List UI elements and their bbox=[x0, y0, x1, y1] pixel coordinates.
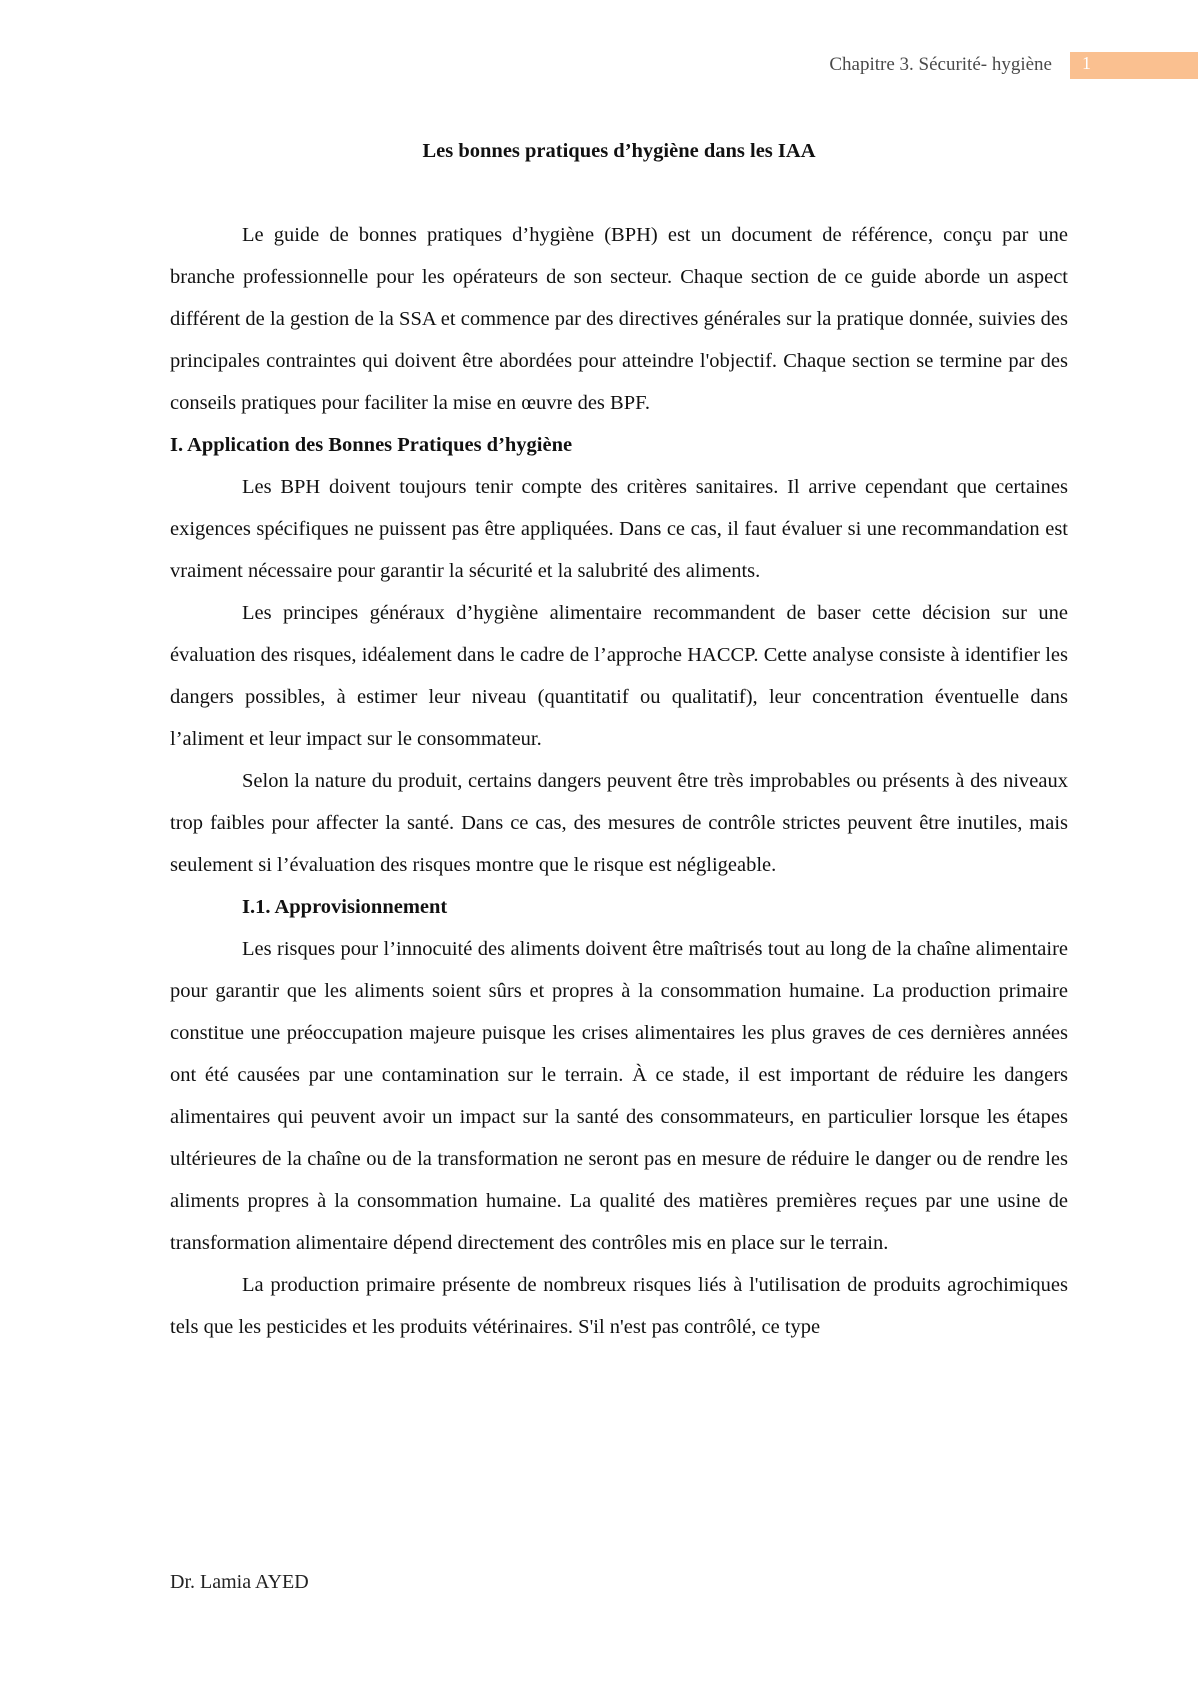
section1-1-paragraph-2: La production primaire présente de nombreux risques liés à l'utilisation de produits agrochimiques tels que les pesticides et les produits vétérinaires. S'il n'est pas contrôlé, ce type bbox=[170, 1274, 1068, 1338]
section1-paragraph-1: Les BPH doivent toujours tenir compte des critères sanitaires. Il arrive cependant que certaines exigences spécifiques ne puissent pas être appliquées. Dans ce cas, il faut évaluer si une recommandation est vraiment nécessaire pour garantir la sécurité et la salubrité des aliments. bbox=[170, 476, 1068, 582]
section-heading-1: I. Application des Bonnes Pratiques d’hygiène bbox=[170, 434, 573, 456]
section1-paragraph-2: Les principes généraux d’hygiène alimentaire recommandent de baser cette décision sur une évaluation des risques, idéalement dans le cadre de l’approche HACCP. Cette analyse consiste à identifier les dangers possibles, à estimer leur niveau (quantitatif ou qualitatif), leur concentration éventuelle dans l’aliment et leur impact sur le consommateur. bbox=[170, 602, 1068, 750]
page-footer-author: Dr. Lamia AYED bbox=[170, 1571, 309, 1593]
intro-paragraph: Le guide de bonnes pratiques d’hygiène (BPH) est un document de référence, conçu par une branche professionnelle pour les opérateurs de son secteur. Chaque section de ce guide aborde un aspect différent de la gestion de la SSA et commence par des directives générales sur la pratique donnée, suivies des principales contraintes qui doivent être abordées pour atteindre l'objectif. Chaque section se termine par des conseils pratiques pour faciliter la mise en œuvre des BPF. bbox=[170, 224, 1068, 414]
section1-1-paragraph-1: Les risques pour l’innocuité des aliments doivent être maîtrisés tout au long de la chaîne alimentaire pour garantir que les aliments soient sûrs et propres à la consommation humaine. La production primaire constitue une préoccupation majeure puisque les crises alimentaires les plus graves de ces dernières années ont été causées par une contamination sur le terrain. À ce stade, il est important de réduire les dangers alimentaires qui peuvent avoir un impact sur la santé des consommateurs, en particulier lorsque les étapes ultérieures de la chaîne ou de la transformation ne seront pas en mesure de réduire le danger ou de rendre les aliments propres à la consommation humaine. La qualité des matières premières reçues par une usine de transformation alimentaire dépend directement des contrôles mis en place sur le terrain. bbox=[170, 938, 1068, 1254]
page-header bbox=[0, 52, 1200, 82]
chapter-title: Chapitre 3. Sécurité- hygiène bbox=[829, 54, 1052, 75]
section-heading-1-1: I.1. Approvisionnement bbox=[242, 896, 448, 918]
page-number: 1 bbox=[1082, 53, 1091, 73]
page-number-block bbox=[1070, 52, 1198, 79]
section1-paragraph-3: Selon la nature du produit, certains dangers peuvent être très improbables ou présents à des niveaux trop faibles pour affecter la santé. Dans ce cas, des mesures de contrôle strictes peuvent être inutiles, mais seulement si l’évaluation des risques montre que le risque est négligeable. bbox=[170, 770, 1068, 876]
document-title: Les bonnes pratiques d’hygiène dans les IAA bbox=[422, 140, 816, 162]
document-body bbox=[170, 130, 1068, 1348]
